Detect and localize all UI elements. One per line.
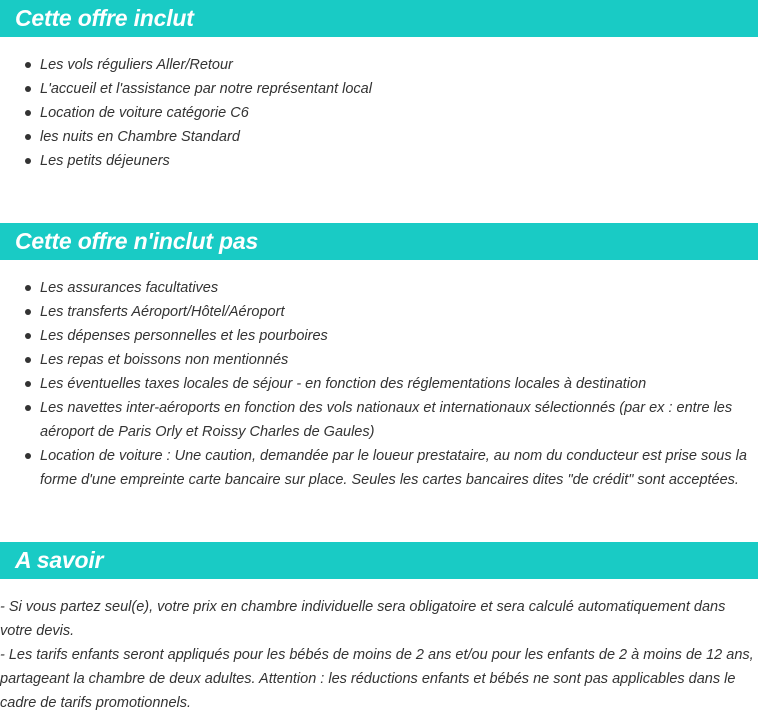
not-included-item: Les transferts Aéroport/Hôtel/Aéroport [40,300,758,324]
included-list [0,53,758,173]
included-header [0,0,758,37]
included-item: les nuits en Chambre Standard [40,125,758,149]
included-item: Location de voiture catégorie C6 [40,101,758,125]
not-included-list [0,276,758,492]
to-know-note: - Si vous partez seul(e), votre prix en chambre individuelle sera obligatoire et sera calculé automatiquement dans votre devis. [0,599,726,639]
not-included-item: Les navettes inter-aéroports en fonction des vols nationaux et internationaux sélectionnés (par ex : entre les aéroport de Paris Orly et Roissy Charles de Gaules) [40,396,758,444]
not-included-item: Les éventuelles taxes locales de séjour - en fonction des réglementations locales à destination [40,372,758,396]
not-included-item: Les repas et boissons non mentionnés [40,348,758,372]
included-item: L'accueil et l'assistance par notre représentant local [40,77,758,101]
not-included-item: Location de voiture : Une caution, demandée par le loueur prestataire, au nom du conducteur est prise sous la forme d'une empreinte carte bancaire sur place. Seules les cartes bancaires dites "de crédit" sont acceptées. [40,444,758,492]
to-know-notes [0,595,755,715]
to-know-header [0,542,758,579]
not-included-header [0,223,758,260]
not-included-item: Les dépenses personnelles et les pourboires [40,324,758,348]
to-know-note: - Les tarifs enfants seront appliqués pour les bébés de moins de 2 ans et/ou pour les enfants de 2 à moins de 12 ans, partageant la chambre de deux adultes. Attention : les réductions enfants et bébés ne sont pas applicables dans le cadre de tarifs promotionnels. [0,647,754,711]
to-know-title: A savoir [15,547,104,573]
not-included-item: Les assurances facultatives [40,276,758,300]
included-title: Cette offre inclut [15,5,194,31]
not-included-title: Cette offre n'inclut pas [15,228,259,254]
included-item: Les vols réguliers Aller/Retour [40,53,758,77]
included-item: Les petits déjeuners [40,149,758,173]
